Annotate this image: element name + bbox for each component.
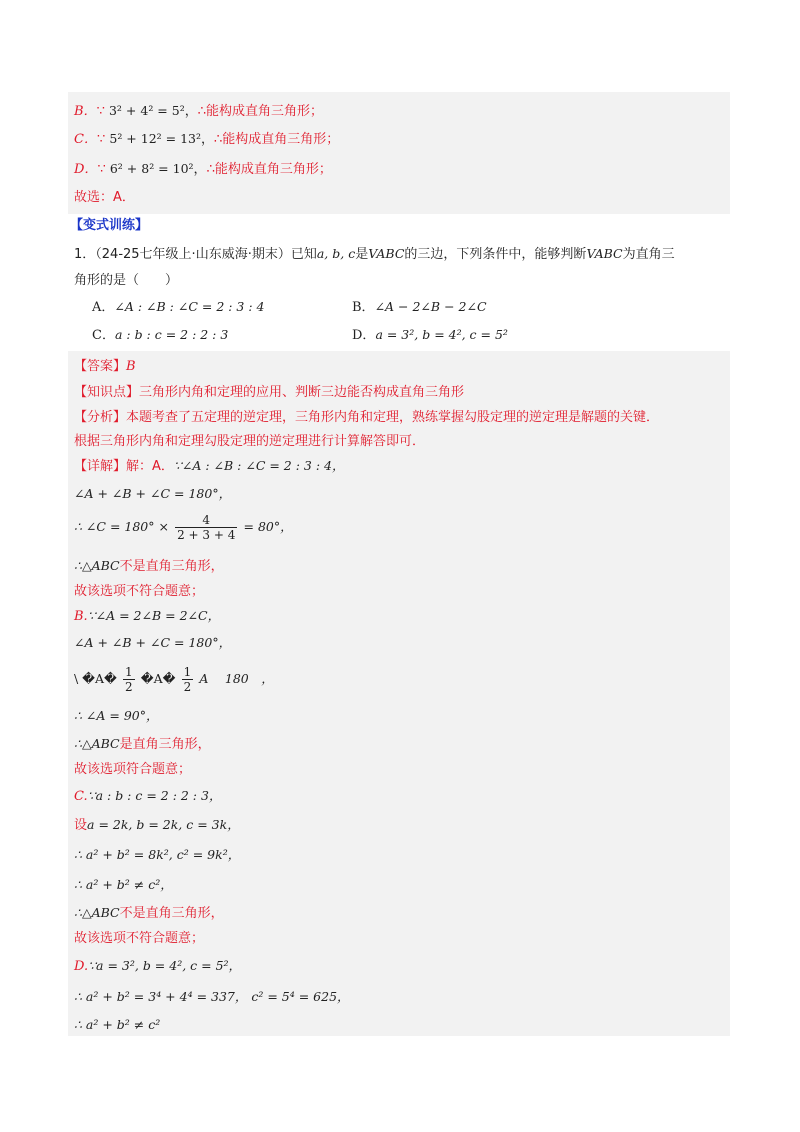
detail-c-result: 故该选项不符合题意； [74, 931, 205, 946]
detail-d-neq: ∴ a² + b² ≠ c² [74, 1017, 161, 1032]
fraction: $\frac{4}{2 + 3 + 4}$ [177, 513, 236, 542]
detail-d-cond: D.∵a = 3², b = 4², c = 5²， [74, 958, 242, 974]
option-d-line: D．∵ 6² + 8² = 10²，∴能构成直角三角形； [74, 161, 332, 177]
top-answer-line: 故选：A． [74, 190, 135, 205]
question-option-b: B．∠A − 2∠B − 2∠C [352, 299, 487, 315]
detail-a-sum: ∠A + ∠B + ∠C = 180°， [74, 486, 232, 501]
detail-b-sum: ∠A + ∠B + ∠C = 180°， [74, 635, 232, 650]
knowledge-line: 【知识点】三角形内角和定理的应用、判断三边能否构成直角三角形 [74, 385, 465, 400]
detail-b-angle: ∴ ∠A = 90°， [74, 708, 159, 723]
fraction: $\frac{1}{2}$ [183, 665, 192, 694]
question-option-a: A．∠A : ∠B : ∠C = 2 : 3 : 4 [92, 299, 265, 315]
question-line-2: 角形的是（ ） [74, 273, 179, 288]
detail-b-cond: B.∵∠A = 2∠B = 2∠C， [74, 608, 221, 624]
detail-a-cond: 【详解】解：A．∵∠A : ∠B : ∠C = 2 : 3 : 4， [74, 458, 345, 474]
option-c-line: C．∵ 5² + 12² = 13²，∴能构成直角三角形； [74, 131, 340, 147]
detail-c-calc: ∴ a² + b² = 8k², c² = 9k²， [74, 847, 241, 862]
analysis-line-2: 根据三角形内角和定理勾股定理的逆定理进行计算解答即可． [74, 434, 426, 449]
detail-c-set: 设a = 2k, b = 2k, c = 3k， [74, 817, 240, 833]
question-line-1: 1．（24-25七年级上·山东威海·期末）已知a, b, c是VABC的三边，下列条件中，能够判断VABC为直角三 [74, 246, 675, 262]
question-option-d: D．a = 3², b = 4², c = 5² [352, 327, 508, 343]
detail-d-calc: ∴ a² + b² = 3⁴ + 4⁴ = 337， c² = 5⁴ = 625， [74, 989, 350, 1004]
section-title: 【变式训练】 [70, 218, 149, 233]
detail-a-calc: ∴ ∠C = 180° × $\frac{4}{2 + 3 + 4}$ = 80°， [74, 513, 293, 542]
detail-b-concl: ∴△ABC是直角三角形， [74, 736, 211, 752]
detail-c-concl: ∴△ABC不是直角三角形， [74, 905, 224, 921]
analysis-line-1: 【分析】本题考查了五定理的逆定理，三角形内角和定理，熟练掌握勾股定理的逆定理是解题的关键． [74, 410, 660, 425]
detail-c-neq: ∴ a² + b² ≠ c²， [74, 877, 173, 892]
detail-b-garbled: \ �A� $\frac{1}{2}$ �A� $\frac{1}{2}$ A 180 ， [74, 665, 274, 694]
fraction: $\frac{1}{2}$ [125, 665, 133, 694]
detail-a-result: 故该选项不符合题意； [74, 584, 205, 599]
detail-c-cond: C.∵a : b : c = 2 : 2 : 3， [74, 788, 222, 804]
detail-b-result: 故该选项符合题意； [74, 762, 192, 777]
answer-line: 【答案】B [74, 359, 136, 374]
detail-a-concl: ∴△ABC不是直角三角形， [74, 558, 224, 574]
question-option-c: C．a : b : c = 2 : 2 : 3 [92, 327, 229, 343]
option-b-line: B．∵ 3² + 4² = 5²，∴能构成直角三角形； [74, 103, 324, 119]
